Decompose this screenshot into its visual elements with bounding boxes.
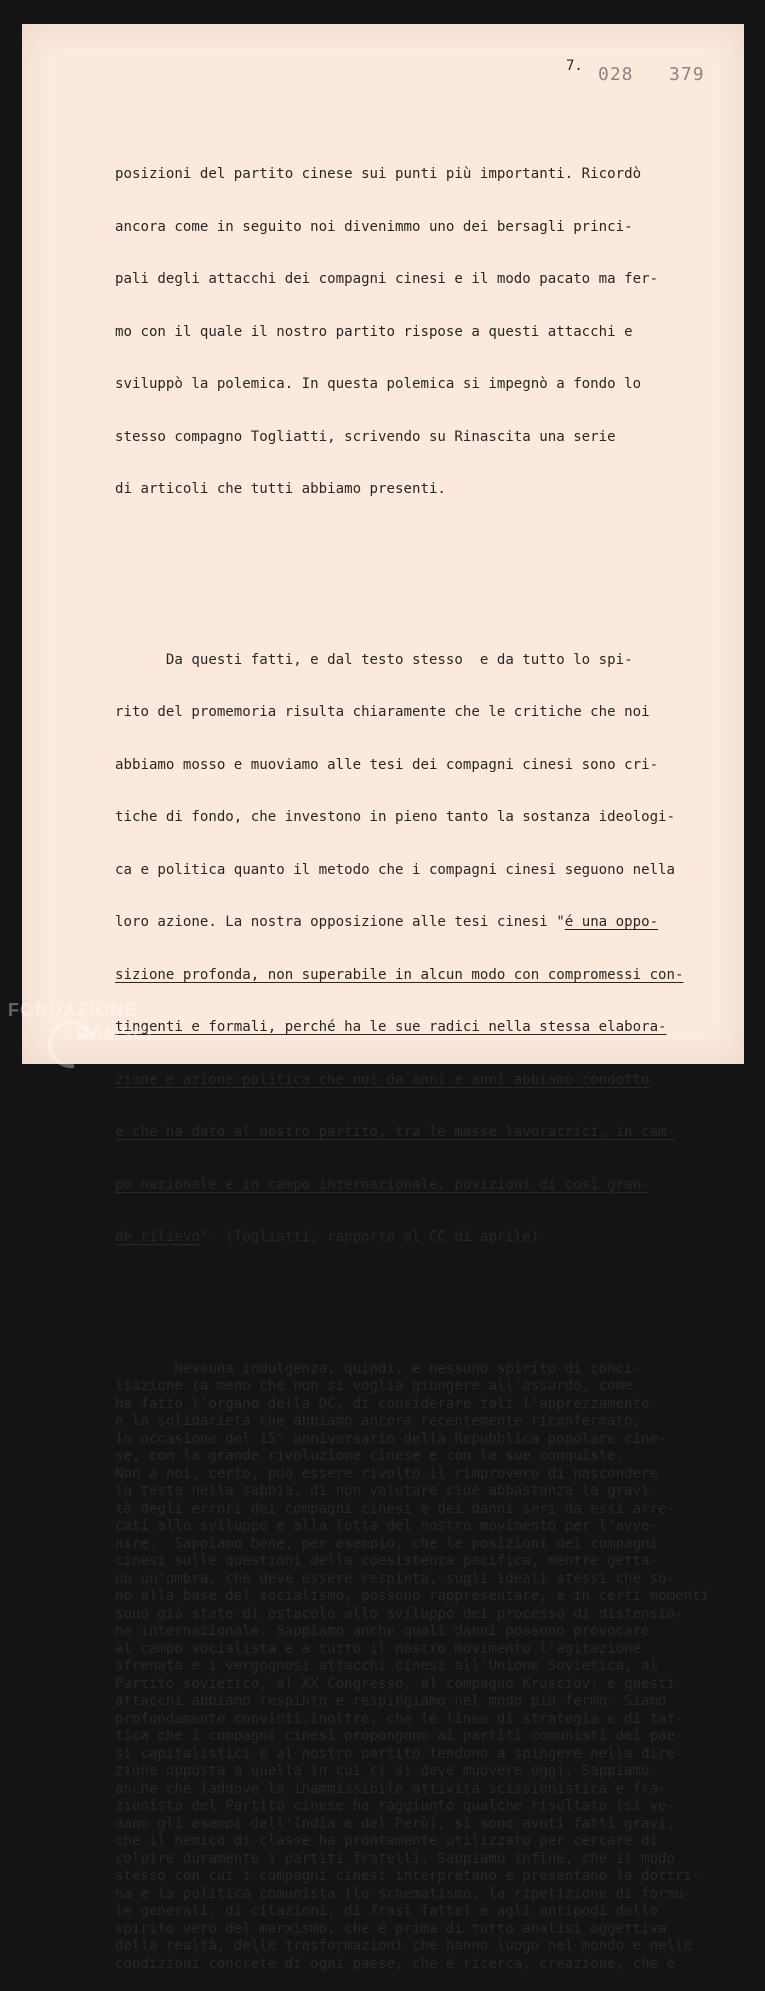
quote-underlined: tingenti e formali, perché ha le sue radici nella stessa elabora- (115, 1019, 667, 1035)
text-line: al campo socialista e a tutto il nostro movimento l'agitazione (115, 1640, 642, 1657)
paragraph-2 (115, 617, 735, 1282)
text-line: Da questi fatti, e dal testo stesso e da tutto lo spi- (115, 651, 633, 668)
text-line: stesso con cui i compagni cinesi interpretano e presentano la dottri- (115, 1868, 701, 1884)
citation: ". (Togliatti, rapporto al CC di aprile). (199, 1229, 548, 1245)
text-line: le generali, di citazioni, di frasi fatte) é agli antipodi dello (115, 1903, 659, 1919)
text-line: mo con il quale il nostro partito rispose a questi attacchi e (115, 323, 633, 340)
text-line: ancora come in seguito noi divenimmo uno dei bersagli princi- (115, 218, 633, 235)
text-line (115, 1229, 735, 1247)
quote-underlined: po nazionale e in campo internazionale, posizioni di così gran- (115, 1176, 650, 1193)
text-line: sfrenata e i vergognosi attacchi cinesi all'Unione Sovietica, al (115, 1658, 659, 1674)
text-line: attacchi abbiamo respinto e respingiamo nel modo più fermo. Siamo (115, 1693, 667, 1709)
text-line: tiche di fondo, che investono in pieno tanto la sostanza ideologi- (115, 809, 676, 825)
text-line: Partito sovietico, al XX Congresso, al compagno Krusciov; e questi (115, 1675, 676, 1692)
text-line: loro azione. La nostra opposizione alle tesi cinesi "é una oppo- (115, 914, 659, 930)
text-line: di articoli che tutti abbiamo presenti. (115, 481, 446, 497)
body-text (115, 96, 735, 1991)
text-line: no un'ombra, che deve essere respinta, sugli ideali stessi che so- (115, 1570, 676, 1587)
text-line: tica che i compagni cinesi propongono ai partiti comunisti dei pae- (115, 1728, 684, 1744)
text-line: abbiamo mosso e muoviamo alle tesi dei compagni cinesi sono cri- (115, 756, 659, 773)
quote-underlined: de rilievo (115, 1229, 200, 1245)
text-line-lead: loro azione. La nostra opposizione alle tesi cinesi (115, 914, 557, 930)
text-line: si capitalistici e al nostro partito tendono a spingere nella dire- (115, 1745, 684, 1762)
quote-underlined: sizione profonda, non superabile in alcun modo con compromessi con- (115, 966, 684, 983)
text-line: la testa nella sabbia, di non valutare cioé abbastanza la gravi- (115, 1483, 659, 1499)
text-line: e la solidarietà che abbiamo ancora recentemente riconfermato, (115, 1413, 642, 1429)
svg-text:RAMSCI: RAMSCI (76, 1024, 153, 1044)
text-line: colpire duramente i partiti fratelli. Sappiamo infine, che il modo (115, 1850, 676, 1867)
text-line: liazione (a meno che non si voglia giungere all'assurdo, come (115, 1378, 633, 1394)
quote-underlined: é una oppo- (564, 914, 659, 930)
text-line: Nessuna indulgenza, quindi, e nessuno spirito di conci- (115, 1360, 642, 1377)
text-line: Non a noi, certo, può essere rivolto il rimprovero di nascondere (115, 1465, 659, 1482)
text-line: ha fatto l'organo della DC, di considerare tali l'apprezzamento (115, 1395, 650, 1412)
text-line: dano gli esempi dell'India e del Perù), si sono avuti fatti gravi, (115, 1815, 676, 1832)
text-line: cinesi sulle questioni della coesistenza pacifica, mentre getta- (115, 1553, 659, 1569)
text-line: na e la politica comunista (lo schematismo, la ripetizione di formu- (115, 1885, 692, 1902)
foundation-watermark-logo (4, 996, 204, 1076)
quote-underlined: e che ha dato al nostro partito, tra le masse lavoratrici, in cam- (115, 1124, 676, 1140)
text-line: cati allo sviluppo e alla lotta del nostro movimento per l'avve- (115, 1518, 659, 1534)
text-line: ca e politica quanto il metodo che i compagni cinesi seguono nella (115, 861, 676, 878)
text-line: posizioni del partito cinese sui punti più importanti. Ricordò (115, 166, 642, 182)
text-line: zione opposta a quella in cui ci si deve muovere oggi. Sappiamo (115, 1763, 650, 1779)
text-line: sviluppò la polemica. In questa polemica si impegnò a fondo lo (115, 376, 642, 392)
text-line: in occasione del 15° anniversario della Repubblica popolare cine- (115, 1430, 667, 1447)
text-line: della realtà, delle trasformazioni che hanno luogo nel mondo e nelle (115, 1938, 692, 1954)
paragraph-1 (115, 131, 735, 534)
text-line: ne internazionale. Sappiamo anche quali danni possono provocare (115, 1623, 650, 1639)
archive-number: 028 379 (598, 64, 705, 85)
text-line: tà degli errori dei compagni cinesi e dei danni seri da essi arre- (115, 1500, 676, 1517)
svg-text:FONDAZIONE: FONDAZIONE (8, 1000, 137, 1020)
text-line: profondamente convinti,inoltre, che le linee di strategia e di tat- (115, 1710, 684, 1727)
text-line: che il nemico di classe ha prontamente utilizzato per cercare di (115, 1833, 659, 1849)
text-line: sono già state di ostacolo allo sviluppo dei processo di distensio- (115, 1605, 684, 1622)
quote-underlined: zione e azione politica che noi da anni e anni abbiamo condotto (115, 1071, 650, 1088)
text-line: zionista del Partito cinese ha raggiunto qualche risultato (si ve- (115, 1798, 676, 1814)
text-line: anche che laddove la inammissibile attività scissionistica e fra- (115, 1780, 667, 1797)
text-line: stesso compagno Togliatti, scrivendo su Rinascita una serie (115, 428, 616, 445)
text-line: spirito vero del marxismo, che é prima di tutto analisi oggettiva (115, 1920, 667, 1937)
text-line: condizioni concrete di ogni paese, che é ricerca, creazione, che é (115, 1955, 676, 1972)
text-line: no alla base del socialismo, possono rappresentare, e in certi momenti (115, 1588, 709, 1604)
text-line: rito del promemoria risulta chiaramente che le critiche che noi (115, 704, 650, 720)
text-line: pali degli attacchi dei compagni cinesi e il modo pacato ma fer- (115, 271, 659, 287)
text-line: nire. Sappiamo bene, per esempio, che le posizioni dei compagni (115, 1535, 659, 1552)
text-line: se, con la grande rivoluzione cinese e con le sue conquiste. (115, 1448, 625, 1464)
paragraph-3 (115, 1361, 735, 1974)
page-number: 7. (566, 58, 583, 74)
